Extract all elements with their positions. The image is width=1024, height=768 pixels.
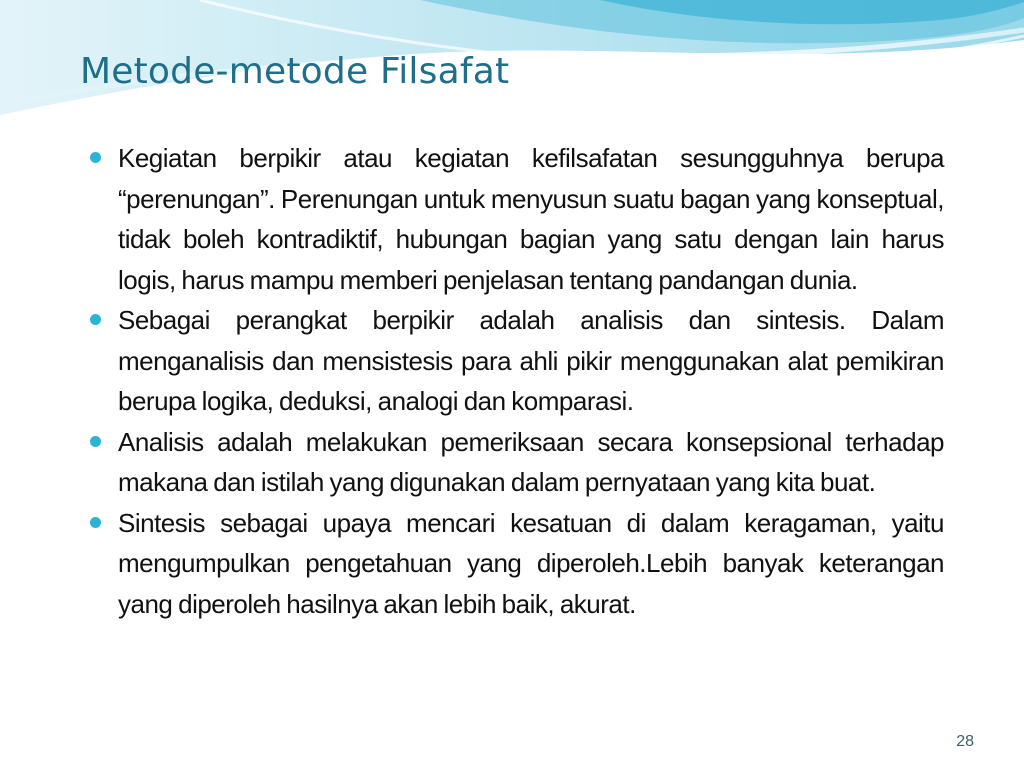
bullet-dot-icon [90, 314, 101, 325]
bullet-item [88, 138, 944, 300]
slide-title: Metode-metode Filsafat [80, 51, 510, 92]
bullet-dot-icon [90, 436, 101, 447]
bullet-text: Sebagai perangkat berpikir adalah analisis dan sintesis. Dalam menganalisis dan mensistesis para ahli pikir menggunakan alat pemikiran berupa logika, deduksi, analogi dan komparasi. [118, 305, 944, 416]
bullet-text: Sintesis sebagai upaya mencari kesatuan di dalam keragaman, yaitu mengumpulkan pengetahuan yang diperoleh.Lebih banyak keterangan yang diperoleh hasilnya akan lebih baik, akurat. [118, 507, 944, 619]
bullet-list [88, 138, 944, 624]
bullet-dot-icon [90, 152, 101, 163]
bullet-dot-icon [90, 517, 101, 528]
bullet-item [88, 300, 944, 422]
bullet-text: Kegiatan berpikir atau kegiatan kefilsafatan sesungguhnya berupa “perenungan”. Perenungan untuk menyusun suatu bagan yang konseptual, tidak boleh kontradiktif, hubungan bagian yang satu dengan lain harus logis, harus mampu memberi penjelasan tentang pandangan dunia. [118, 143, 944, 295]
bullet-item [88, 503, 944, 625]
bullet-item [88, 422, 944, 503]
page-number: 28 [956, 733, 974, 750]
bullet-text: Analisis adalah melakukan pemeriksaan secara konsepsional terhadap makana dan istilah yang digunakan dalam pernyataan yang kita buat. [118, 426, 944, 497]
